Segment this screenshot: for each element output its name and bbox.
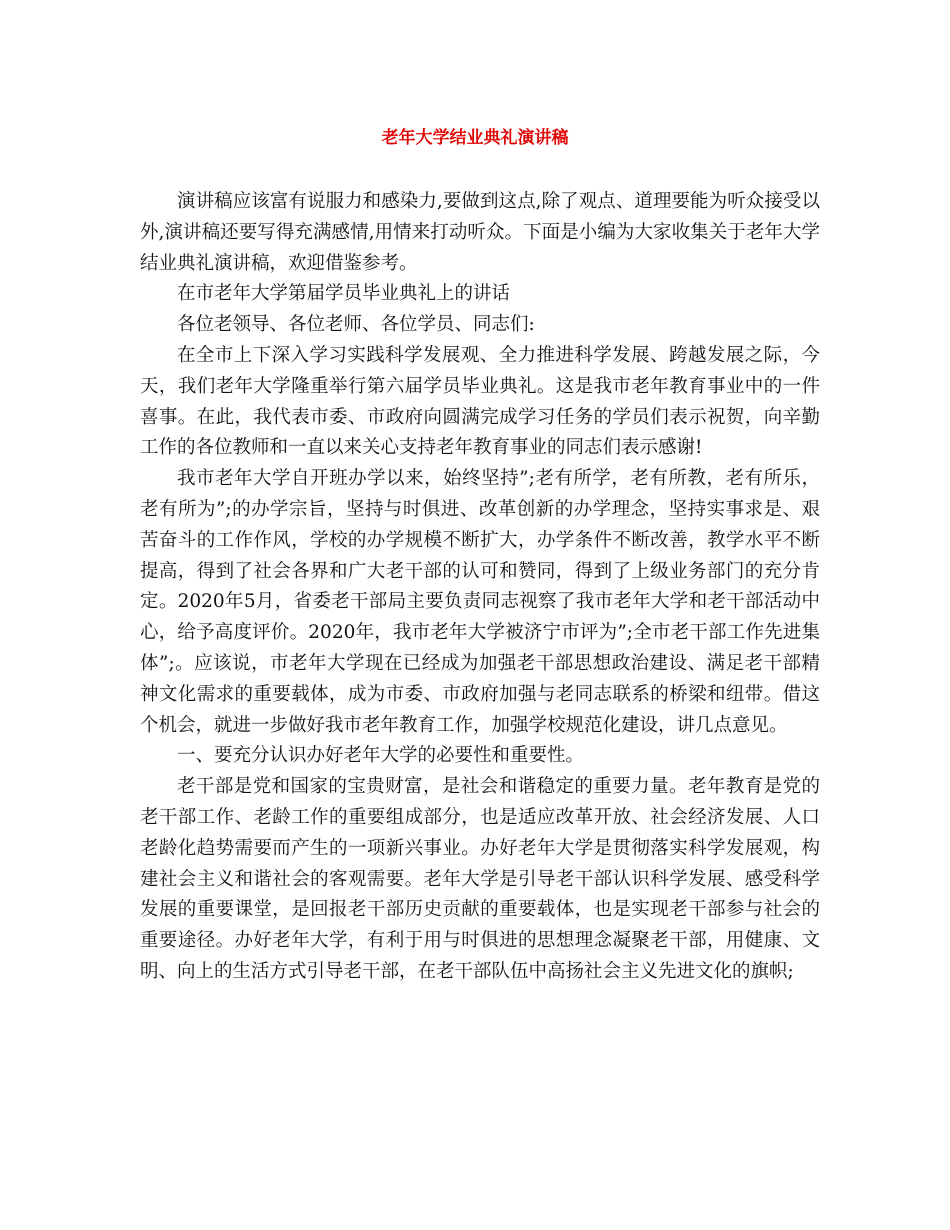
section-heading-1: 一、要充分认识办好老年大学的必要性和重要性。 bbox=[177, 745, 585, 767]
document-body bbox=[140, 187, 820, 988]
paragraph-opening: 在全市上下深入学习实践科学发展观、全力推进科学发展、跨越发展之际，今天，我们老年大学隆重举行第六届学员毕业典礼。这是我市老年教育事业中的一件喜事。在此，我代表市委、市政府向圆满完成学习任务的学员们表示祝贺，向辛勤工作的各位教师和一直以来关心支持老年教育事业的同志们表示感谢! bbox=[140, 344, 820, 459]
paragraph-salutation: 各位老领导、各位老师、各位学员、同志们: bbox=[177, 314, 535, 336]
document-title: 老年大学结业典礼演讲稿 bbox=[381, 128, 569, 148]
paragraph-importance: 老干部是党和国家的宝贵财富，是社会和谐稳定的重要力量。老年教育是党的老干部工作、老龄工作的重要组成部分，也是适应改革开放、社会经济发展、人口老龄化趋势需要而产生的一项新兴事业。办好老年大学是贯彻落实科学发展观，构建社会主义和谐社会的客观需要。老年大学是引导老干部认识科学发展、感受科学发展的重要课堂，是回报老干部历史贡献的重要载体，也是实现老干部参与社会的重要途径。办好老年大学，有利于用与时俱进的思想理念凝聚老干部，用健康、文明、向上的生活方式引导老干部，在老干部队伍中高扬社会主义先进文化的旗帜; bbox=[140, 776, 820, 982]
paragraph-intro: 演讲稿应该富有说服力和感染力,要做到这点,除了观点、道理要能为听众接受以外,演讲稿还要写得充满感情,用情来打动听众。下面是小编为大家收集关于老年大学结业典礼演讲稿，欢迎借鉴参考。 bbox=[140, 191, 820, 274]
paragraph-speech-heading: 在市老年大学第届学员毕业典礼上的讲话 bbox=[177, 283, 511, 305]
paragraph-achievements: 我市老年大学自开班办学以来，始终坚持”;老有所学，老有所教，老有所乐，老有所为”;的办学宗旨，坚持与时俱进、改革创新的办学理念，坚持实事求是、艰苦奋斗的工作作风，学校的办学规模不断扩大，办学条件不断改善，教学水平不断提高，得到了社会各界和广大老干部的认可和赞同，得到了上级业务部门的充分肯定。2020年5月，省委老干部局主要负责同志视察了我市老年大学和老干部活动中心，给予高度评价。2020年，我市老年大学被济宁市评为”;全市老干部工作先进集体”;。应该说，市老年大学现在已经成为加强老干部思想政治建设、满足老干部精神文化需求的重要载体，成为市委、市政府加强与老同志联系的桥梁和纽带。借这个机会，就进一步做好我市老年教育工作，加强学校规范化建设，讲几点意见。 bbox=[140, 468, 820, 736]
